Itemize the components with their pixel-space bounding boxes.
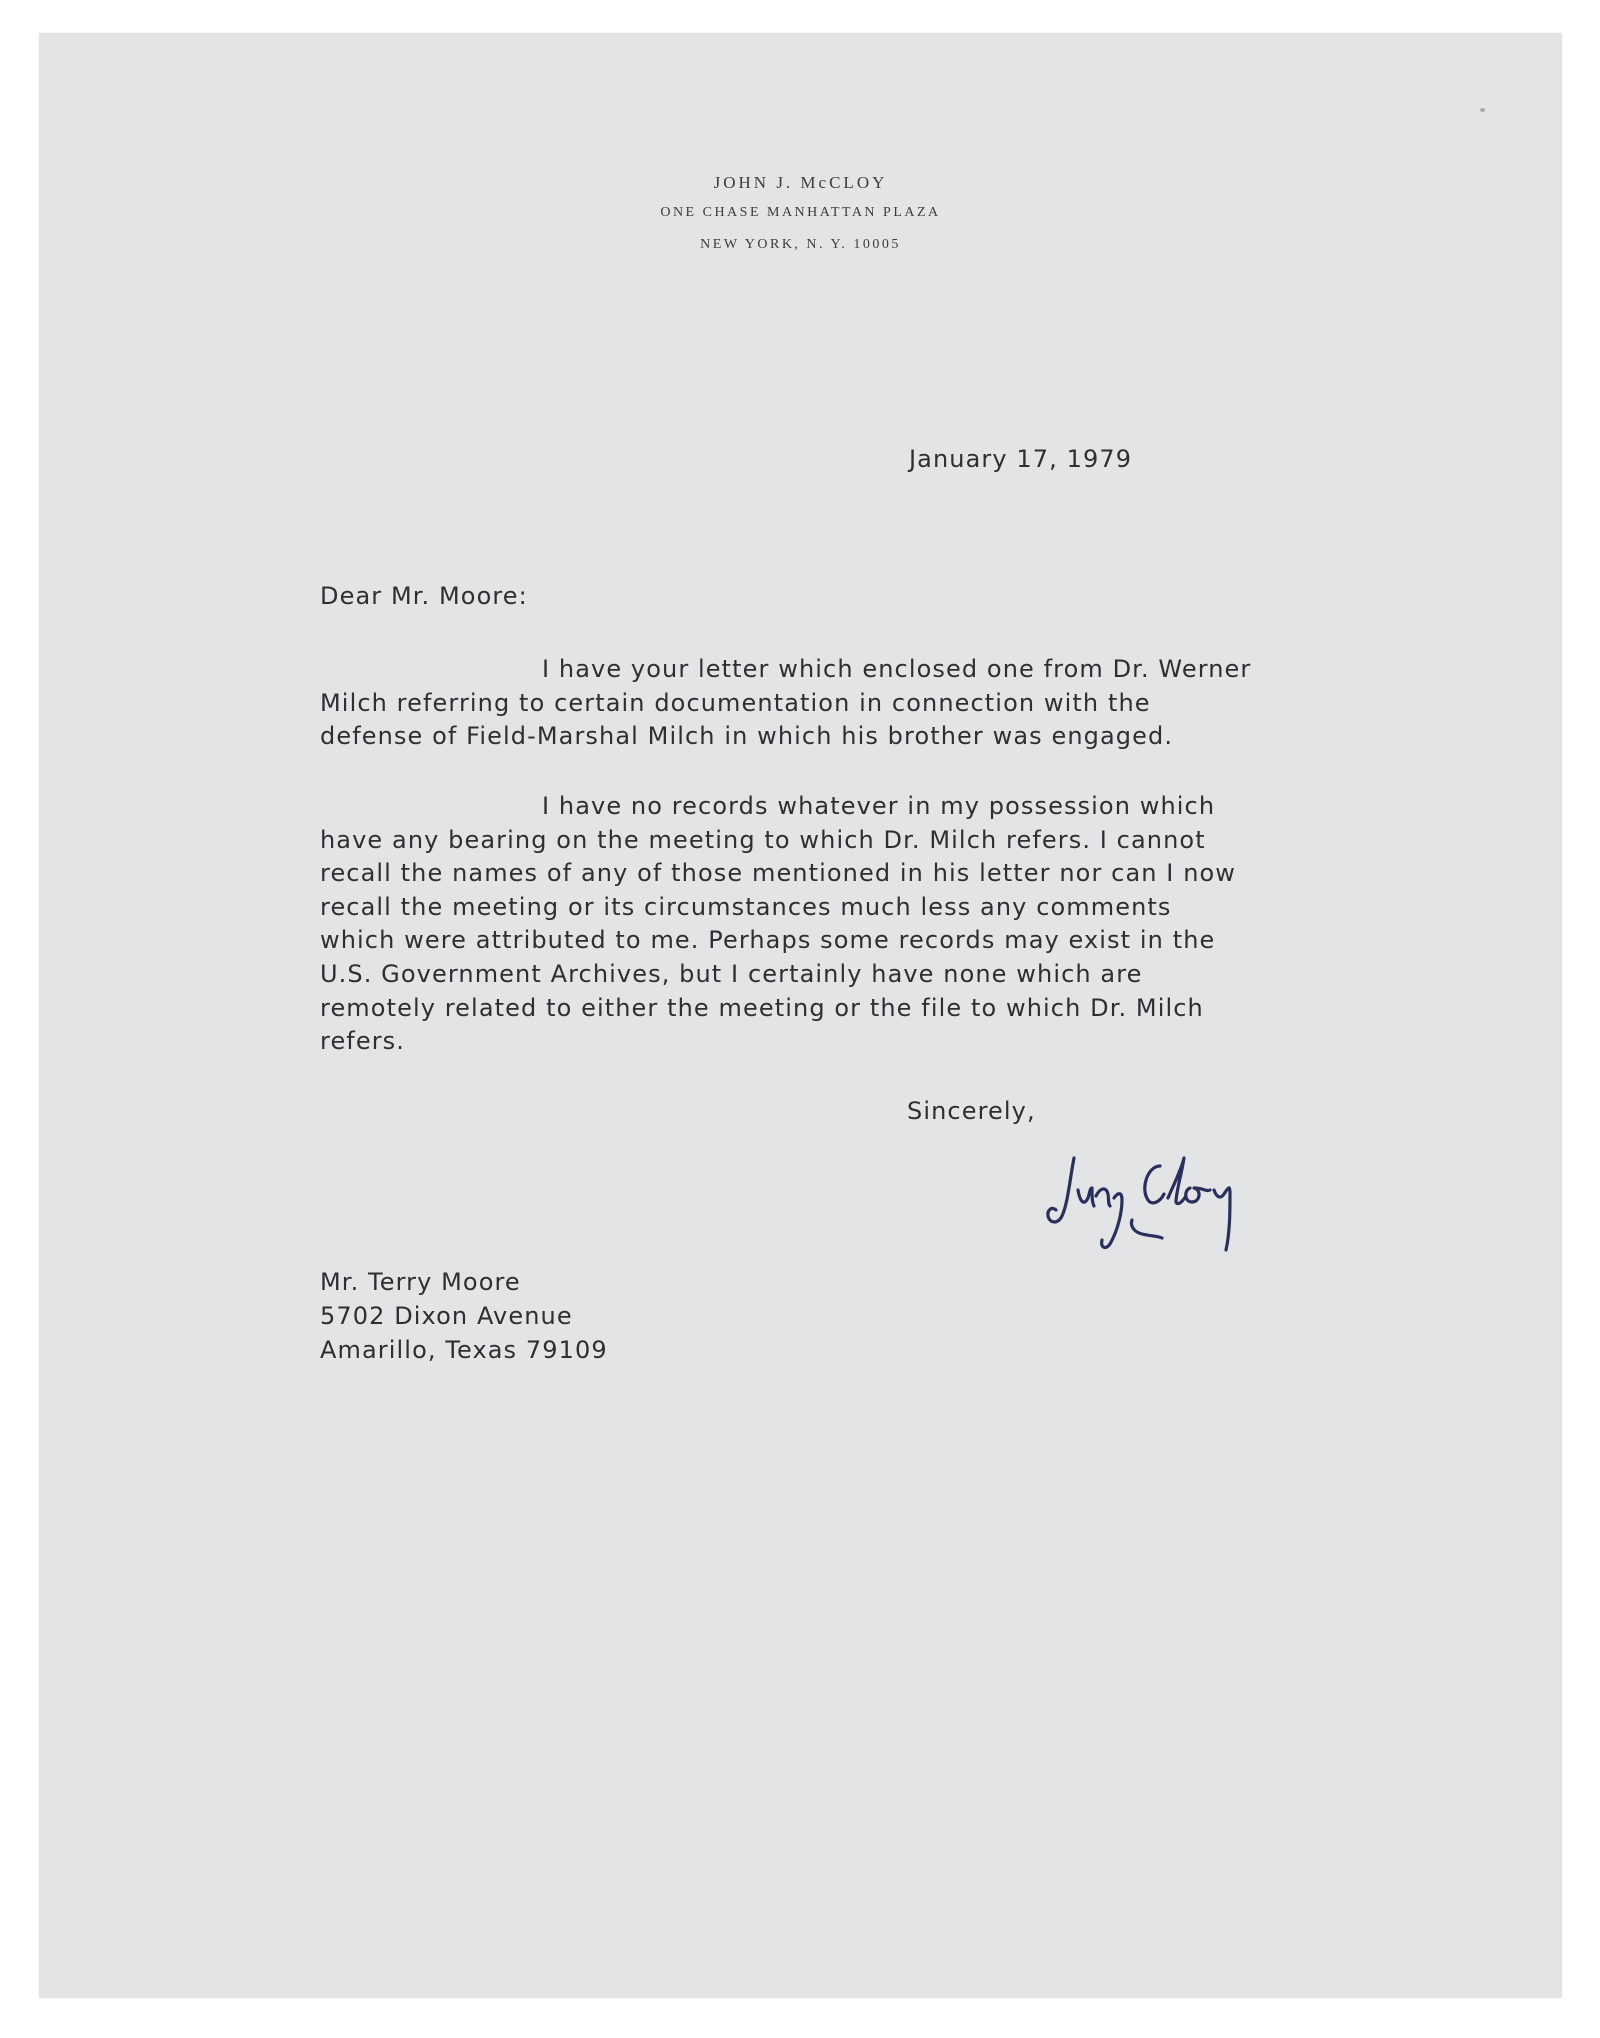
paragraph-line: U.S. Government Archives, but I certainly have none which are [320, 959, 1143, 988]
paragraph-line: I have no records whatever in my possession which [542, 792, 1216, 820]
body-paragraph-2 [320, 790, 1380, 1059]
paragraph-line: refers. [320, 1027, 406, 1056]
recipient-city-state-zip: Amarillo, Texas 79109 [320, 1336, 608, 1364]
salutation: Dear Mr. Moore: [320, 582, 528, 610]
letter-sheet [39, 33, 1562, 1998]
paragraph-line: which were attributed to me. Perhaps some records may exist in the [320, 926, 1216, 955]
paragraph-line: recall the names of any of those mentioned in his letter nor can I now [320, 859, 1237, 888]
letterhead-address-line1: ONE CHASE MANHATTAN PLAZA [660, 205, 941, 220]
paragraph-line: defense of Field-Marshal Milch in which his brother was engaged. [320, 722, 1174, 751]
handwritten-signature-icon [1044, 1148, 1304, 1258]
body-paragraph-1 [320, 653, 1380, 754]
paragraph-line: remotely related to either the meeting or the file to which Dr. Milch [320, 993, 1204, 1022]
recipient-street: 5702 Dixon Avenue [320, 1302, 573, 1330]
paragraph-line: recall the meeting or its circumstances much less any comments [320, 892, 1172, 921]
paragraph-line: I have your letter which enclosed one from Dr. Werner [542, 655, 1252, 683]
paragraph-line: Milch referring to certain documentation in connection with the [320, 688, 1151, 717]
paper-speck [1480, 108, 1485, 112]
letterhead-address-line2: NEW YORK, N. Y. 10005 [700, 237, 901, 252]
recipient-name: Mr. Terry Moore [320, 1268, 521, 1296]
letterhead-name: JOHN J. McCLOY [713, 173, 888, 192]
paragraph-line: have any bearing on the meeting to which Dr. Milch refers. I cannot [320, 825, 1206, 854]
closing: Sincerely, [907, 1097, 1036, 1125]
letter-date: January 17, 1979 [909, 445, 1133, 473]
